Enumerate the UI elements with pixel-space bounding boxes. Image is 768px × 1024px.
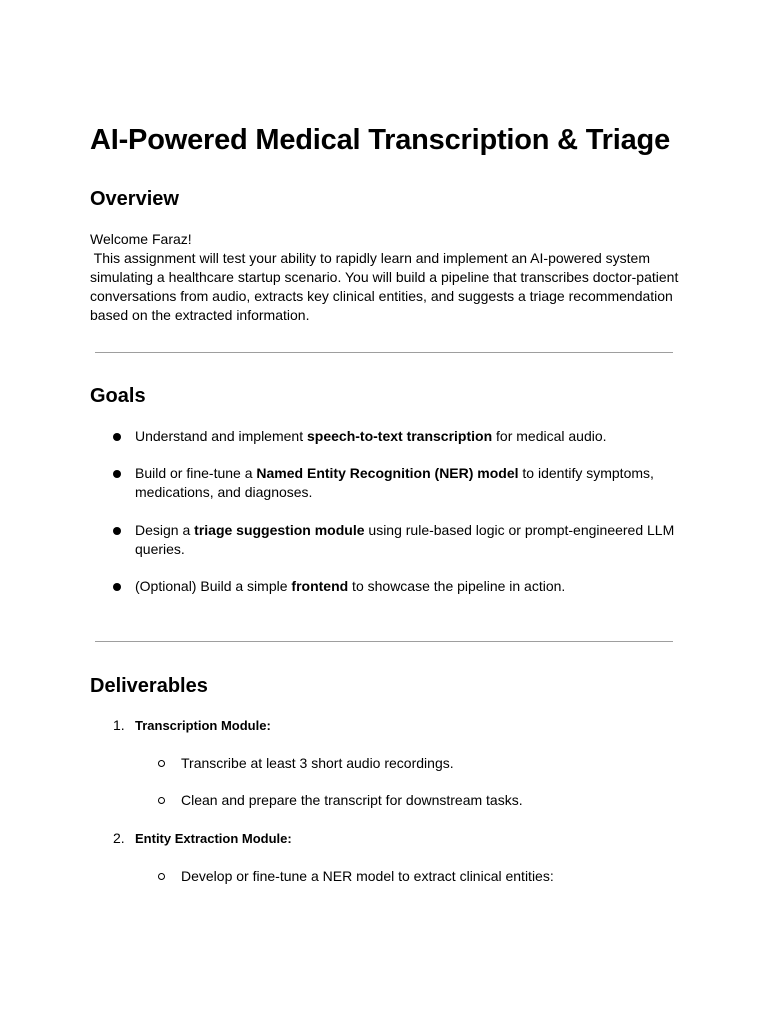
- list-item-text-pre: (Optional) Build a simple: [135, 578, 292, 594]
- hollow-bullet-icon: [158, 873, 165, 880]
- list-item-text-bold: frontend: [291, 578, 349, 594]
- overview-paragraph-line: based on the extracted information.: [90, 307, 310, 323]
- list-item-text-post: using rule-based logic or prompt-engineered LLM: [364, 522, 675, 538]
- list-item-text: [135, 521, 674, 540]
- list-item-text: [135, 577, 565, 596]
- overview-greeting: Welcome Faraz!: [90, 231, 192, 247]
- hollow-bullet-icon: [158, 760, 165, 767]
- item-label: Entity Extraction Module:: [135, 831, 292, 846]
- list-item-text: [135, 464, 654, 483]
- list-item-text-post: for medical audio.: [492, 428, 607, 444]
- overview-paragraph-line: This assignment will test your ability to rapidly learn and implement an AI-powered system: [90, 250, 650, 266]
- list-item-text-continued: medications, and diagnoses.: [135, 484, 313, 500]
- sub-item-text: Develop or fine-tune a NER model to extract clinical entities:: [181, 868, 554, 884]
- goals-heading: Goals: [90, 385, 146, 407]
- item-number: 2.: [113, 830, 125, 846]
- list-item-text-continued: queries.: [135, 541, 185, 557]
- bullet-icon: [113, 583, 121, 591]
- list-item-text-bold: triage suggestion module: [194, 522, 365, 538]
- list-item-text-pre: Build or fine-tune a: [135, 465, 257, 481]
- section-divider: [95, 641, 673, 642]
- list-item-text-post: to identify symptoms,: [518, 465, 654, 481]
- section-divider: [95, 352, 673, 353]
- document-title: AI-Powered Medical Transcription & Triage: [90, 124, 670, 156]
- sub-item-text: Clean and prepare the transcript for downstream tasks.: [181, 792, 523, 808]
- list-item-text-pre: Understand and implement: [135, 428, 307, 444]
- overview-paragraph-line: conversations from audio, extracts key clinical entities, and suggests a triage recommendation: [90, 288, 673, 304]
- bullet-icon: [113, 527, 121, 535]
- bullet-icon: [113, 470, 121, 478]
- list-item-text-bold: Named Entity Recognition (NER) model: [256, 465, 519, 481]
- deliverables-heading: Deliverables: [90, 675, 208, 697]
- bullet-icon: [113, 433, 121, 441]
- list-item-text-pre: Design a: [135, 522, 195, 538]
- sub-item-text: Transcribe at least 3 short audio recordings.: [181, 755, 454, 771]
- list-item-text: [135, 427, 607, 446]
- list-item-text-post: to showcase the pipeline in action.: [348, 578, 566, 594]
- hollow-bullet-icon: [158, 797, 165, 804]
- item-number: 1.: [113, 717, 125, 733]
- overview-paragraph-line: simulating a healthcare startup scenario. You will build a pipeline that transcribes doctor-patient: [90, 269, 679, 285]
- list-item-text-bold: speech-to-text transcription: [307, 428, 493, 444]
- item-label: Transcription Module:: [135, 718, 271, 733]
- overview-heading: Overview: [90, 188, 179, 210]
